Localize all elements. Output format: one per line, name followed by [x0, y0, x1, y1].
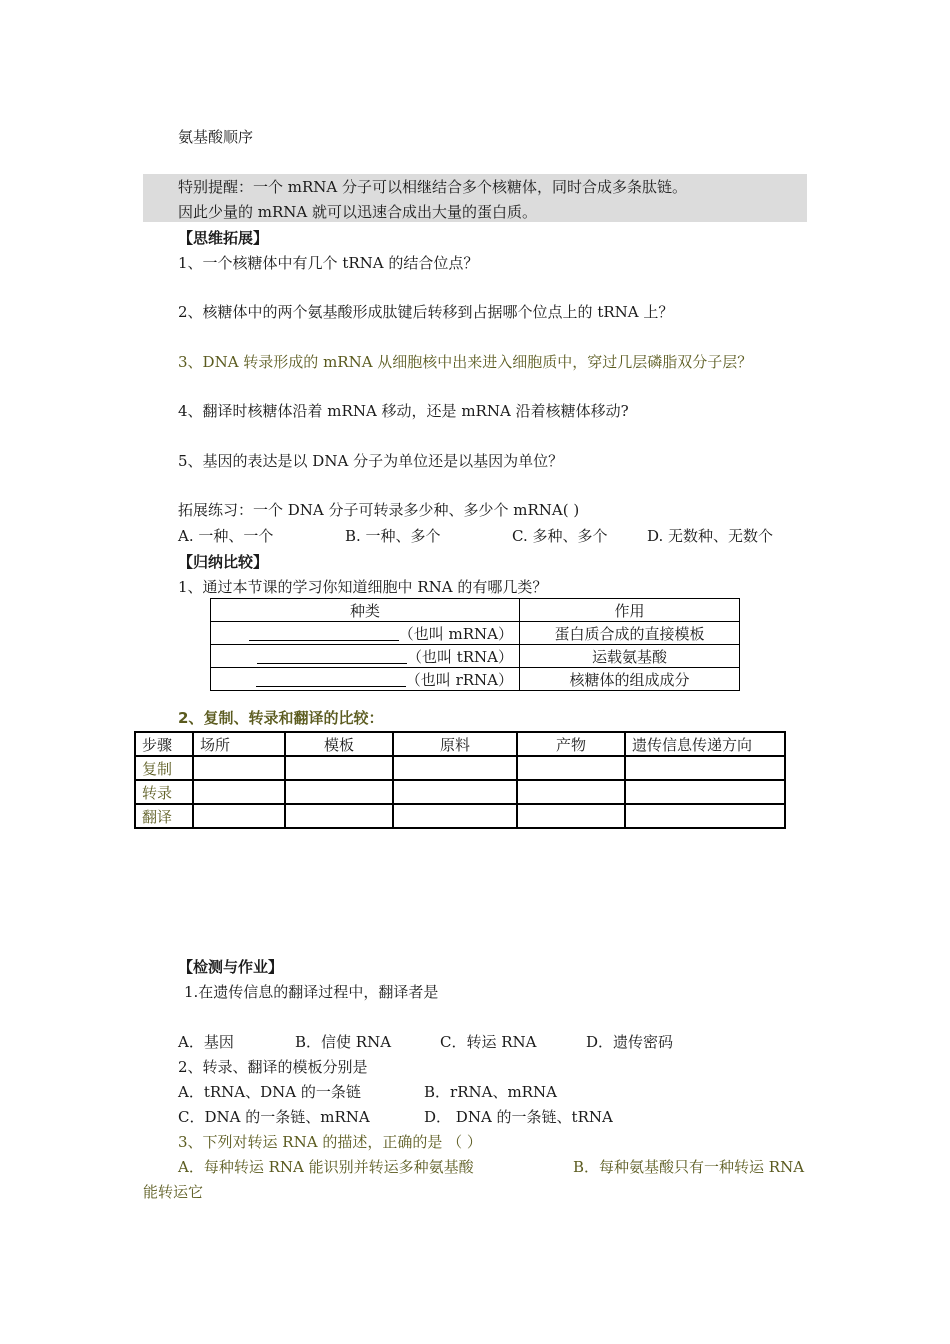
- summary-heading: 【归纳比较】: [178, 553, 269, 571]
- table-header-cell: 步骤: [135, 732, 193, 756]
- table-cell[interactable]: [517, 780, 625, 804]
- tip-line-2: 因此少量的 mRNA 就可以迅速合成出大量的蛋白质。: [178, 203, 538, 221]
- table-cell: [211, 668, 520, 691]
- question-number: 2、: [178, 709, 204, 727]
- homework-question-3: 3、下列对转运 RNA 的描述，正确的是 （ ）: [178, 1133, 482, 1151]
- table-cell[interactable]: [393, 804, 517, 828]
- table-cell[interactable]: [517, 804, 625, 828]
- rna-kinds-table: [210, 598, 740, 691]
- table-header-cell: 作用: [520, 599, 740, 622]
- summary-question-1: 1、通过本节课的学习你知道细胞中 RNA 的有哪几类？: [178, 578, 548, 596]
- table-header-cell: 遗传信息传递方向: [625, 732, 785, 756]
- table-header-cell: 产物: [517, 732, 625, 756]
- homework-q3-option-b: B．每种氨基酸只有一种转运 RNA: [573, 1158, 805, 1176]
- table-cell: 蛋白质合成的直接模板: [520, 622, 740, 645]
- table-row: [211, 668, 740, 691]
- practice-option-b: B. 一种、多个: [345, 527, 441, 545]
- table-cell[interactable]: [625, 756, 785, 780]
- table-cell[interactable]: [193, 804, 285, 828]
- thinking-heading: 【思维拓展】: [178, 229, 269, 247]
- homework-q1-option-d: D．遗传密码: [586, 1033, 674, 1051]
- table-cell[interactable]: [193, 780, 285, 804]
- table-row: [135, 804, 785, 828]
- homework-heading: 【检测与作业】: [178, 958, 284, 976]
- table-cell: [211, 622, 520, 645]
- homework-q1-option-b: B．信使 RNA: [295, 1033, 392, 1051]
- thinking-question-1: 1、一个核糖体中有几个 tRNA 的结合位点？: [178, 254, 479, 272]
- homework-q2-option-b: B．rRNA、mRNA: [424, 1083, 557, 1101]
- table-header-row: [211, 599, 740, 622]
- table-cell[interactable]: [193, 756, 285, 780]
- table-row: [211, 622, 740, 645]
- table-cell[interactable]: [517, 756, 625, 780]
- homework-question-1: 1.在遗传信息的翻译过程中，翻译者是: [184, 983, 439, 1001]
- summary-question-2: [178, 708, 383, 728]
- homework-question-2: 2、转录、翻译的模板分别是: [178, 1058, 368, 1076]
- table-cell: 复制: [135, 756, 193, 780]
- practice-option-a: A. 一种、一个: [178, 527, 274, 545]
- table-row: [135, 756, 785, 780]
- blank-line: [249, 626, 399, 641]
- table-cell[interactable]: [285, 756, 393, 780]
- homework-q3-option-a: A．每种转运 RNA 能识别并转运多种氨基酸: [178, 1158, 474, 1176]
- homework-q2-option-a: A．tRNA、DNA 的一条链: [178, 1083, 361, 1101]
- table-header-cell: 原料: [393, 732, 517, 756]
- table-cell[interactable]: [285, 780, 393, 804]
- homework-q2-option-c: C．DNA 的一条链、mRNA: [178, 1108, 370, 1126]
- table-cell[interactable]: [393, 756, 517, 780]
- table-cell: 翻译: [135, 804, 193, 828]
- homework-q1-option-a: A．基因: [178, 1033, 234, 1051]
- homework-q3-option-b-continued: 能转运它: [143, 1183, 204, 1201]
- blank-line: [256, 672, 406, 687]
- table-header-cell: 场所: [193, 732, 285, 756]
- thinking-question-4: 4、翻译时核糖体沿着 mRNA 移动，还是 mRNA 沿着核糖体移动?: [178, 402, 629, 420]
- table-header-cell: 模板: [285, 732, 393, 756]
- table-cell: 转录: [135, 780, 193, 804]
- thinking-question-2: 2、核糖体中的两个氨基酸形成肽键后转移到占据哪个位点上的 tRNA 上？: [178, 303, 674, 321]
- table-cell: 核糖体的组成成分: [520, 668, 740, 691]
- rna-alias: （也叫 tRNA）: [406, 647, 513, 666]
- table-row: [135, 780, 785, 804]
- table-cell[interactable]: [285, 804, 393, 828]
- table-cell: 运载氨基酸: [520, 645, 740, 668]
- table-cell[interactable]: [625, 804, 785, 828]
- question-text: 复制、转录和翻译的比较：: [203, 709, 384, 727]
- rna-alias: （也叫 rRNA）: [405, 670, 513, 689]
- practice-option-c: C. 多种、多个: [512, 527, 608, 545]
- table-cell[interactable]: [625, 780, 785, 804]
- rna-alias: （也叫 mRNA）: [398, 624, 513, 643]
- table-row: [211, 645, 740, 668]
- table-cell: [211, 645, 520, 668]
- practice-question: 拓展练习：一个 DNA 分子可转录多少种、多少个 mRNA( ): [178, 501, 580, 519]
- table-header-row: [135, 732, 785, 756]
- homework-q1-option-c: C．转运 RNA: [440, 1033, 537, 1051]
- thinking-question-5: 5、基因的表达是以 DNA 分子为单位还是以基因为单位？: [178, 452, 564, 470]
- intro-text: 氨基酸顺序: [178, 128, 254, 146]
- practice-option-d: D. 无数种、无数个: [647, 527, 774, 545]
- homework-q2-option-d: D． DNA 的一条链、tRNA: [424, 1108, 613, 1126]
- process-compare-table: [134, 731, 786, 829]
- thinking-question-3: 3、DNA 转录形成的 mRNA 从细胞核中出来进入细胞质中，穿过几层磷脂双分子层？: [178, 353, 753, 371]
- table-header-cell: 种类: [211, 599, 520, 622]
- blank-line: [257, 649, 407, 664]
- tip-line-1: 特别提醒：一个 mRNA 分子可以相继结合多个核糖体，同时合成多条肽链。: [178, 178, 688, 196]
- table-cell[interactable]: [393, 780, 517, 804]
